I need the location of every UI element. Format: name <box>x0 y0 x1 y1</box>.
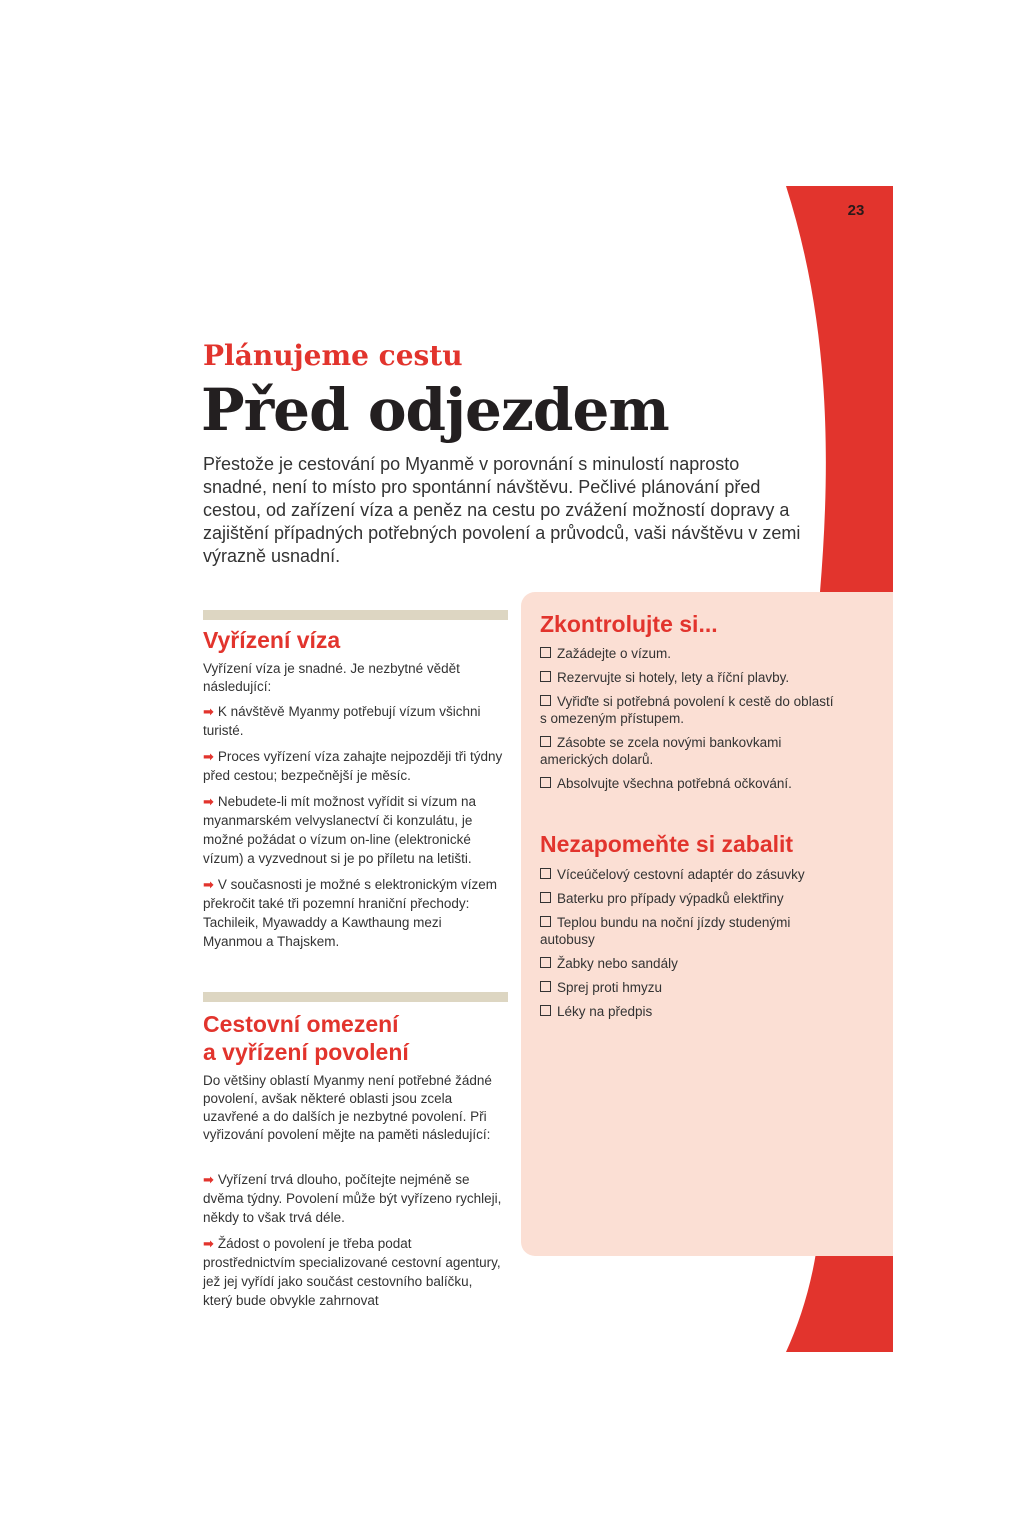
visa-heading: Vyřízení víza <box>203 627 341 653</box>
list-item: ➡ K návštěvě Myanmy potřebují vízum všichni turisté. <box>203 704 481 738</box>
page-number: 23 <box>847 202 865 219</box>
section-kicker: Plánujeme cestu <box>203 339 463 372</box>
section-rule <box>203 992 508 1002</box>
list-item: ➡ Žádost o povolení je třeba podat prostřednictvím specializované cestovní agentury, jež jej vyřídí jako součást cestovního balíčku, který bude obvykle zahrnovat <box>203 1236 501 1308</box>
permits-bullet-list <box>203 1170 503 1317</box>
packing-list <box>540 866 840 1027</box>
checklist-item: Léky na předpis <box>540 1003 840 1020</box>
packing-heading: Nezapomeňte si zabalit <box>540 831 794 857</box>
checkbox-icon <box>540 736 551 747</box>
arrow-right-icon: ➡ <box>203 877 214 892</box>
list-item: ➡ V současnosti je možné s elektronickým vízem překročit také tři pozemní hraniční přechody: Tachileik, Myawaddy a Kawthaung mezi Myanmou a Thajskem. <box>203 877 498 949</box>
permits-heading: Cestovní omezení a vyřízení povolení <box>203 1011 409 1065</box>
checklist-item: Zažádejte o vízum. <box>540 645 840 662</box>
checklist-item: Baterku pro případy výpadků elektřiny <box>540 890 840 907</box>
checkbox-icon <box>540 957 551 968</box>
checklist-item: Rezervujte si hotely, lety a říční plavby. <box>540 669 840 686</box>
intro-paragraph: Přestože je cestování po Myanmě v porovnání s minulostí naprosto snadné, není to místo pro spontánní návštěvu. Pečlivé plánování před cestou, od zařízení víza a peněz na cestu po zvážení možností dopravy a zajištění případných potřebných povolení a průvodců, vaši návštěvu v zemi výrazně usnadní. <box>203 454 801 566</box>
checkbox-icon <box>540 1005 551 1016</box>
arrow-right-icon: ➡ <box>203 704 214 719</box>
checkbox-icon <box>540 868 551 879</box>
arrow-right-icon: ➡ <box>203 794 214 809</box>
list-item: ➡ Proces vyřízení víza zahajte nejpozději tři týdny před cestou; bezpečnější je měsíc. <box>203 749 503 783</box>
checklist-item: Teplou bundu na noční jízdy studenými autobusy <box>540 915 791 947</box>
checklist-heading: Zkontrolujte si... <box>540 611 718 637</box>
permits-lead: Do většiny oblastí Myanmy není potřebné žádné povolení, avšak některé oblasti jsou zcela uzavřené a do dalších je nezbytné povolení. Při vyřizování povolení mějte na paměti následující: <box>203 1073 492 1142</box>
visa-lead: Vyřízení víza je snadné. Je nezbytné vědět následující: <box>203 661 460 694</box>
checklist <box>540 645 840 799</box>
checklist-item: Sprej proti hmyzu <box>540 979 840 996</box>
checkbox-icon <box>540 981 551 992</box>
list-item: ➡ Vyřízení trvá dlouho, počítejte nejméně se dvěma týdny. Povolení může být vyřízeno rychleji, někdy to však trvá déle. <box>203 1172 502 1225</box>
checkbox-icon <box>540 892 551 903</box>
checklist-item: Víceúčelový cestovní adaptér do zásuvky <box>540 866 840 883</box>
arrow-right-icon: ➡ <box>203 749 214 764</box>
section-rule <box>203 610 508 620</box>
checklist-item: Vyřiďte si potřebná povolení k cestě do oblastí s omezeným přístupem. <box>540 694 834 726</box>
checklist-item: Absolvujte všechna potřebná očkování. <box>540 775 840 792</box>
checkbox-icon <box>540 777 551 788</box>
arrow-right-icon: ➡ <box>203 1172 214 1187</box>
checkbox-icon <box>540 695 551 706</box>
checkbox-icon <box>540 647 551 658</box>
page-title: Před odjezdem <box>201 376 669 444</box>
checkbox-icon <box>540 671 551 682</box>
checklist-item: Zásobte se zcela novými bankovkami amerických dolarů. <box>540 735 782 767</box>
arrow-right-icon: ➡ <box>203 1236 214 1251</box>
checkbox-icon <box>540 916 551 927</box>
list-item: ➡ Nebudete-li mít možnost vyřídit si vízum na myanmarském velvyslanectví či konzulátu, je možné požádat o vízum on-line (elektronické vízum) a vyzvednout si je po příletu na letišti. <box>203 794 476 866</box>
visa-bullet-list <box>203 702 503 958</box>
checklist-item: Žabky nebo sandály <box>540 955 840 972</box>
